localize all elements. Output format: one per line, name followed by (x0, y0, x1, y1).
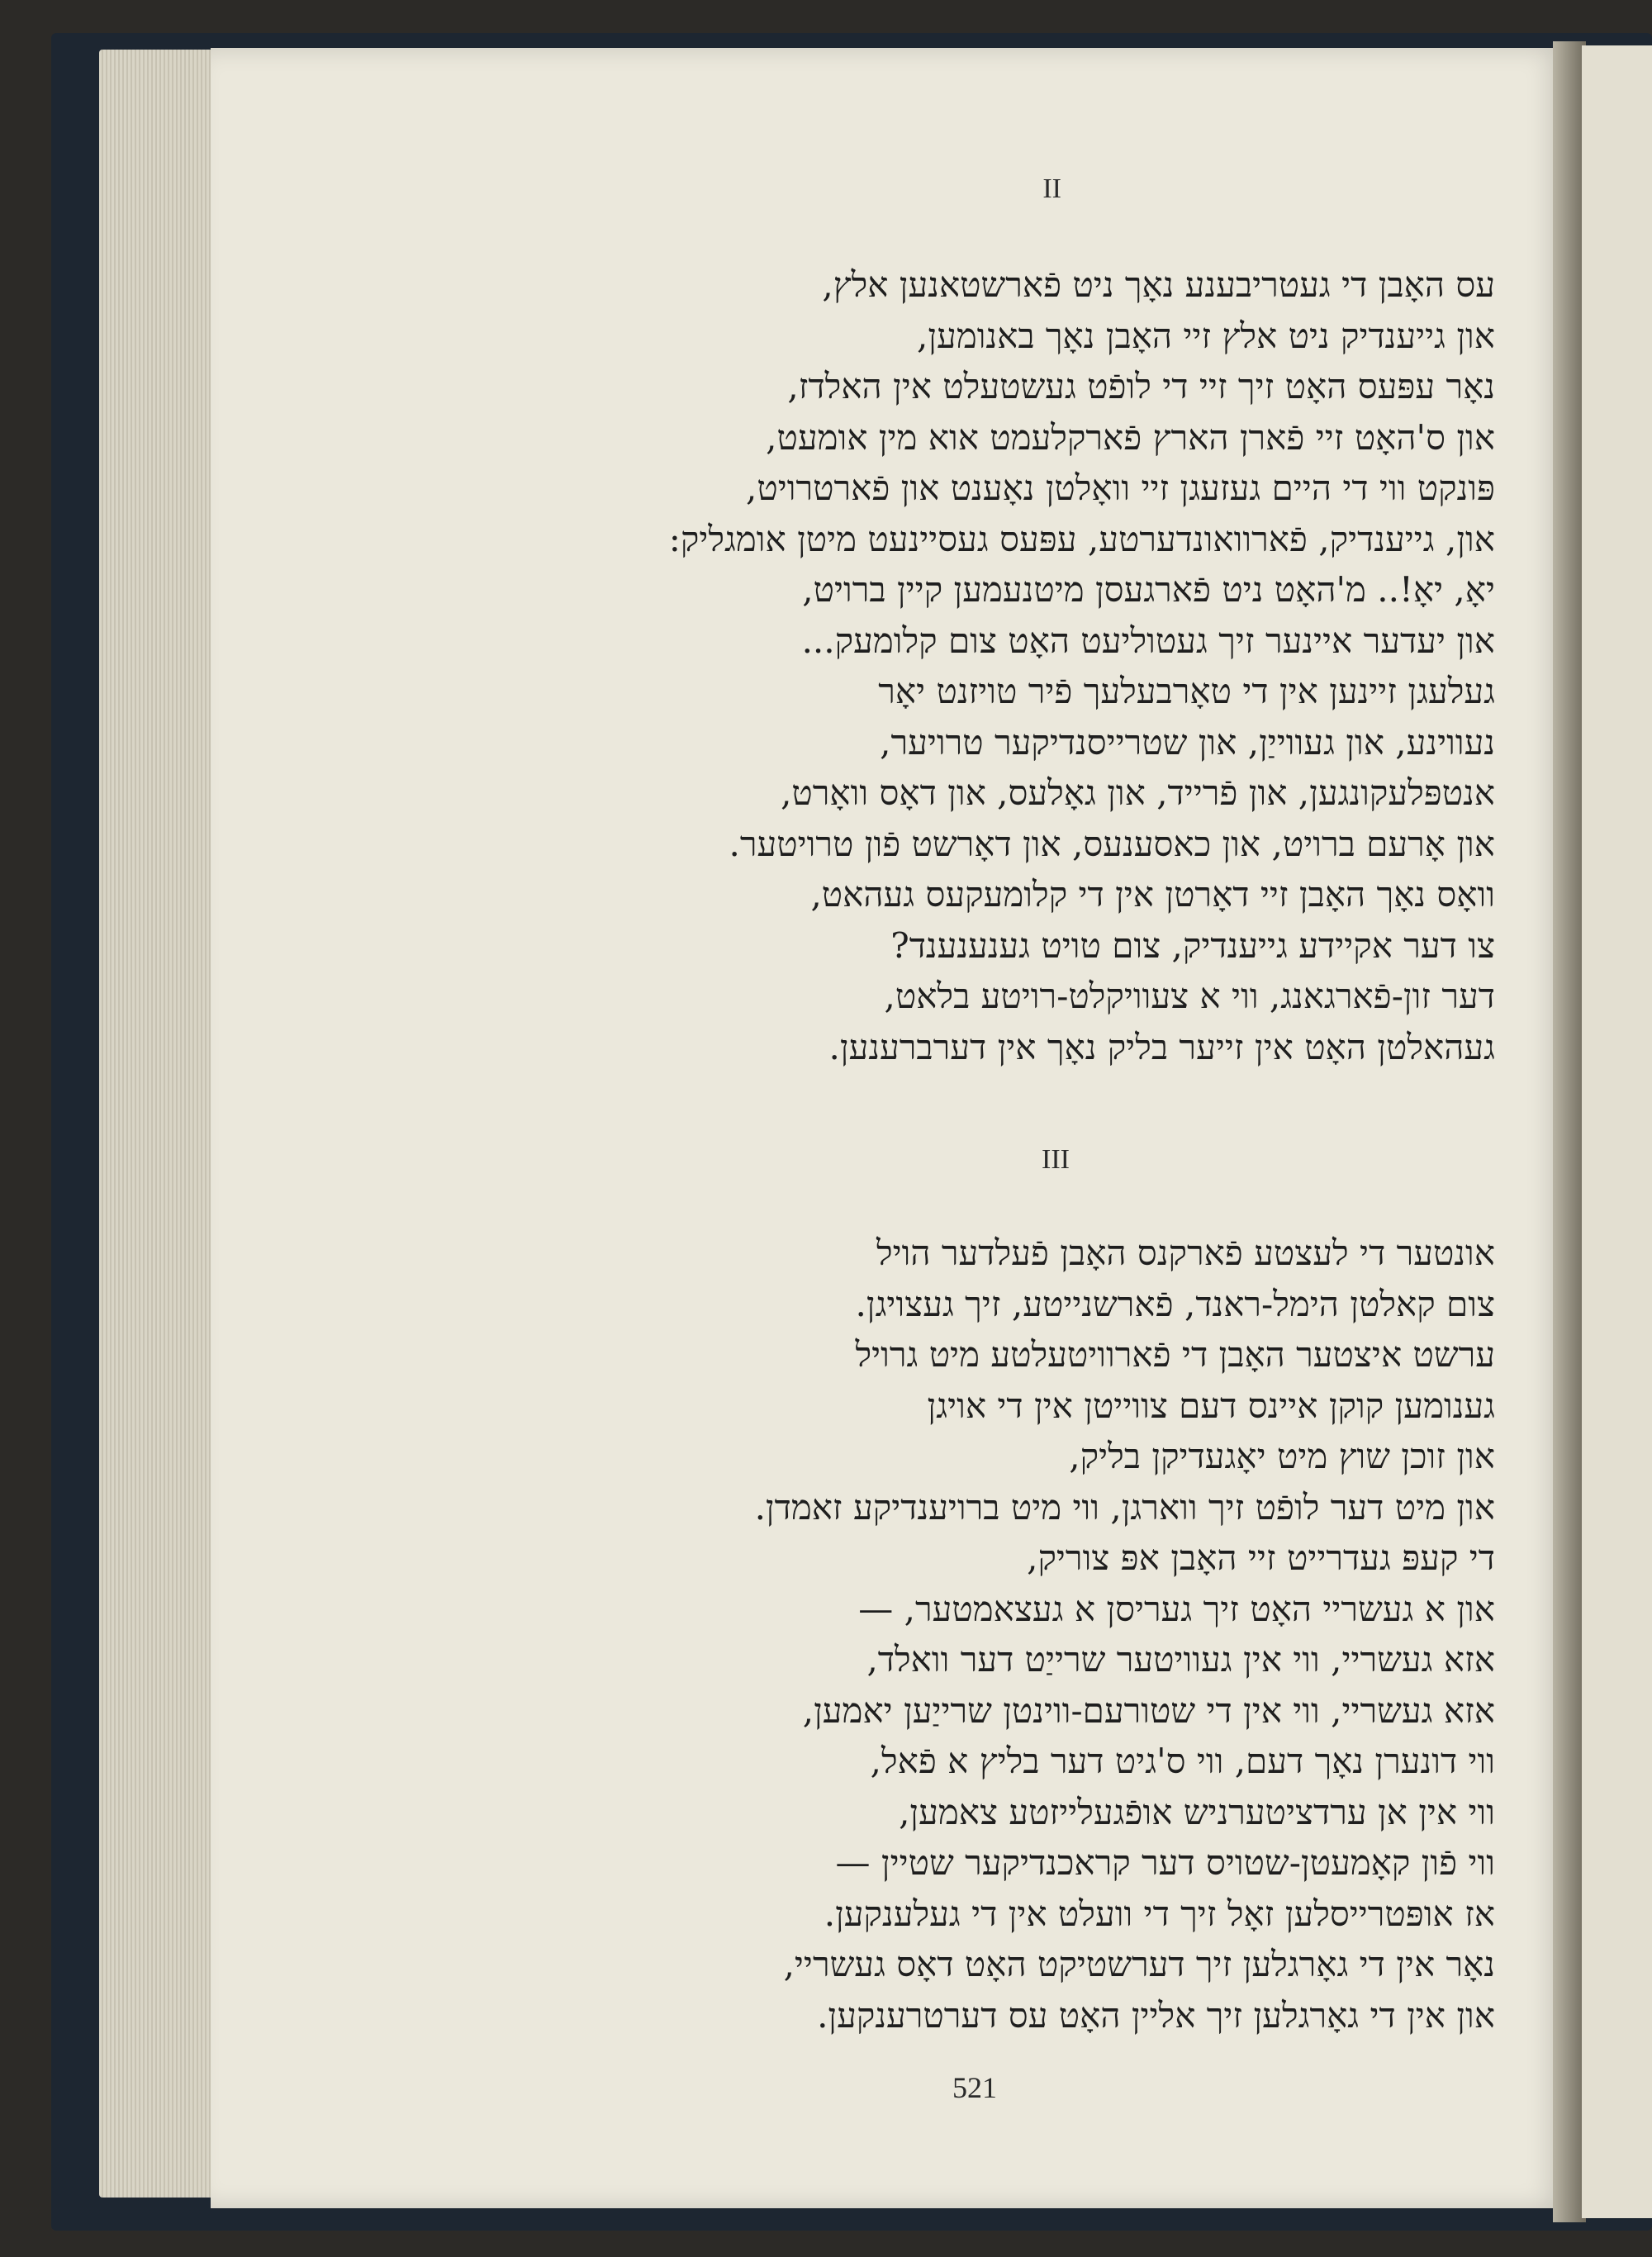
section-number: II (1042, 173, 1061, 204)
poem-line: אז אופּטרייסלען זאָל זיך די וועלט אין די געלענקען. (824, 1893, 1495, 1934)
poem-line: צו דער אקיידע גייענדיק, צום טויט גענענענד? (890, 924, 1495, 966)
page-edges (99, 50, 223, 2198)
poem-line: צום קאלטן הימל-ראנד, פֿארשנייטע, זיך געצויגן. (855, 1283, 1495, 1324)
page-content (211, 48, 1565, 2208)
poem-line: ווי פֿון קאָמעטן-שטויס דער קראכנדיקער שטיין — (835, 1842, 1495, 1883)
poem-line: געהאלטן האָט אין זייער בליק נאָך אין דערברענען. (828, 1026, 1495, 1067)
poem-line: און ס'האָט זיי פֿארן הארץ פֿארקלעמט אוא מין אומעט, (766, 416, 1495, 458)
poem-line: יאָ, יאָ!.. מ'האָט ניט פֿארגעסן מיטנעמען קיין ברויט, (802, 569, 1495, 610)
poem-line: געלעגן זיינען אין די טאָרבעלעך פֿיר טויזנט יאָר (878, 671, 1495, 711)
poem-line: פּונקט ווי די היים געזעגן זיי וואָלטן נאָענט און פֿארטרויט, (746, 468, 1495, 508)
poem-line: און גייענדיק ניט אלץ זיי האָבן נאָך באנומען, (917, 315, 1495, 356)
stanza-3 (755, 1228, 1495, 2041)
poem-line: אונטער די לעצטע פֿארקנס האָבן פֿעלדער הויל (876, 1233, 1495, 1273)
poem-line: אנטפּלעקונגען, און פֿרייד, און גאָלעס, און דאָס וואָרט, (781, 772, 1495, 813)
poem-line: און א געשריי האָט זיך געריסן א געצאמטער, — (858, 1588, 1495, 1629)
poem-line: און אין די גאָרגלען זיך אליין האָט עס דערטרענקען. (817, 1994, 1495, 2036)
poem-line: גענומען קוקן איינס דעם צווייטן אין די אויגן (927, 1385, 1495, 1426)
poem-line: נאָר אין די גאָרגלען זיך דערשטיקט האָט דאָס געשריי, (783, 1944, 1495, 1984)
page-number-text: 521 (952, 2071, 997, 2104)
poem-line: די קעפּ געדרייט זיי האָבן אפּ צוריק, (1027, 1537, 1495, 1578)
poem-line: ערשט איצטער האָבן די פֿארוויטעלטע מיט גרויל (855, 1334, 1495, 1375)
stanza-2 (669, 259, 1495, 1072)
poem-line: אזא געשריי, ווי אין די שטורעם-ווינטן שרייַען יאמען, (802, 1689, 1495, 1731)
poem-line: ווי אין אן ערדציטערניש אופֿגעלייזטע צאמען, (899, 1791, 1495, 1832)
poem-line: און, גייענדיק, פֿארוואונדערטע, עפּעס געסיינעט מיטן אומגליק: (668, 518, 1495, 559)
poem-line: ווי דונערן נאָך דעם, ווי ס'גיט דער בליץ א פֿאל, (870, 1741, 1495, 1781)
poem-line: נאָר עפּעס האָט זיך זיי די לופֿט געשטעלט אין האלדז, (787, 366, 1495, 406)
section-number: III (1042, 1144, 1070, 1175)
poem-line: עס האָבן די געטריבענע נאָך ניט פֿארשטאנען אלץ, (822, 264, 1495, 305)
poem-line: און אָרעם ברויט, און כאסענעס, און דאָרשט פֿון טרויטער. (729, 823, 1495, 864)
poem-line: און מיט דער לופֿט זיך ווארגן, ווי מיט ברויענדיקע זאמדן. (754, 1486, 1495, 1528)
poem-line: און זוכן שוץ מיט יאָגעדיקן בליק, (1069, 1436, 1495, 1476)
poem-line: נעווינע, און געווייַן, און שטרייסנדיקער טרויער, (880, 721, 1495, 763)
facing-page-edge (1582, 45, 1652, 2218)
poem-line: וואָס נאָך האָבן זיי דאָרטן אין די קלומעקעס געהאט, (810, 874, 1495, 915)
poem-line: דער זון-פֿארגאנג, ווי א צעוויקלט-רויטע בלאט, (884, 976, 1495, 1016)
poem-line: און יעדער איינער זיך געטוליעט האָט צום קלומעק... (801, 620, 1495, 661)
page-number (211, 2070, 1565, 2105)
poem-line: אזא געשריי, ווי אין געוויטער שרייַט דער וואלד, (866, 1639, 1495, 1680)
